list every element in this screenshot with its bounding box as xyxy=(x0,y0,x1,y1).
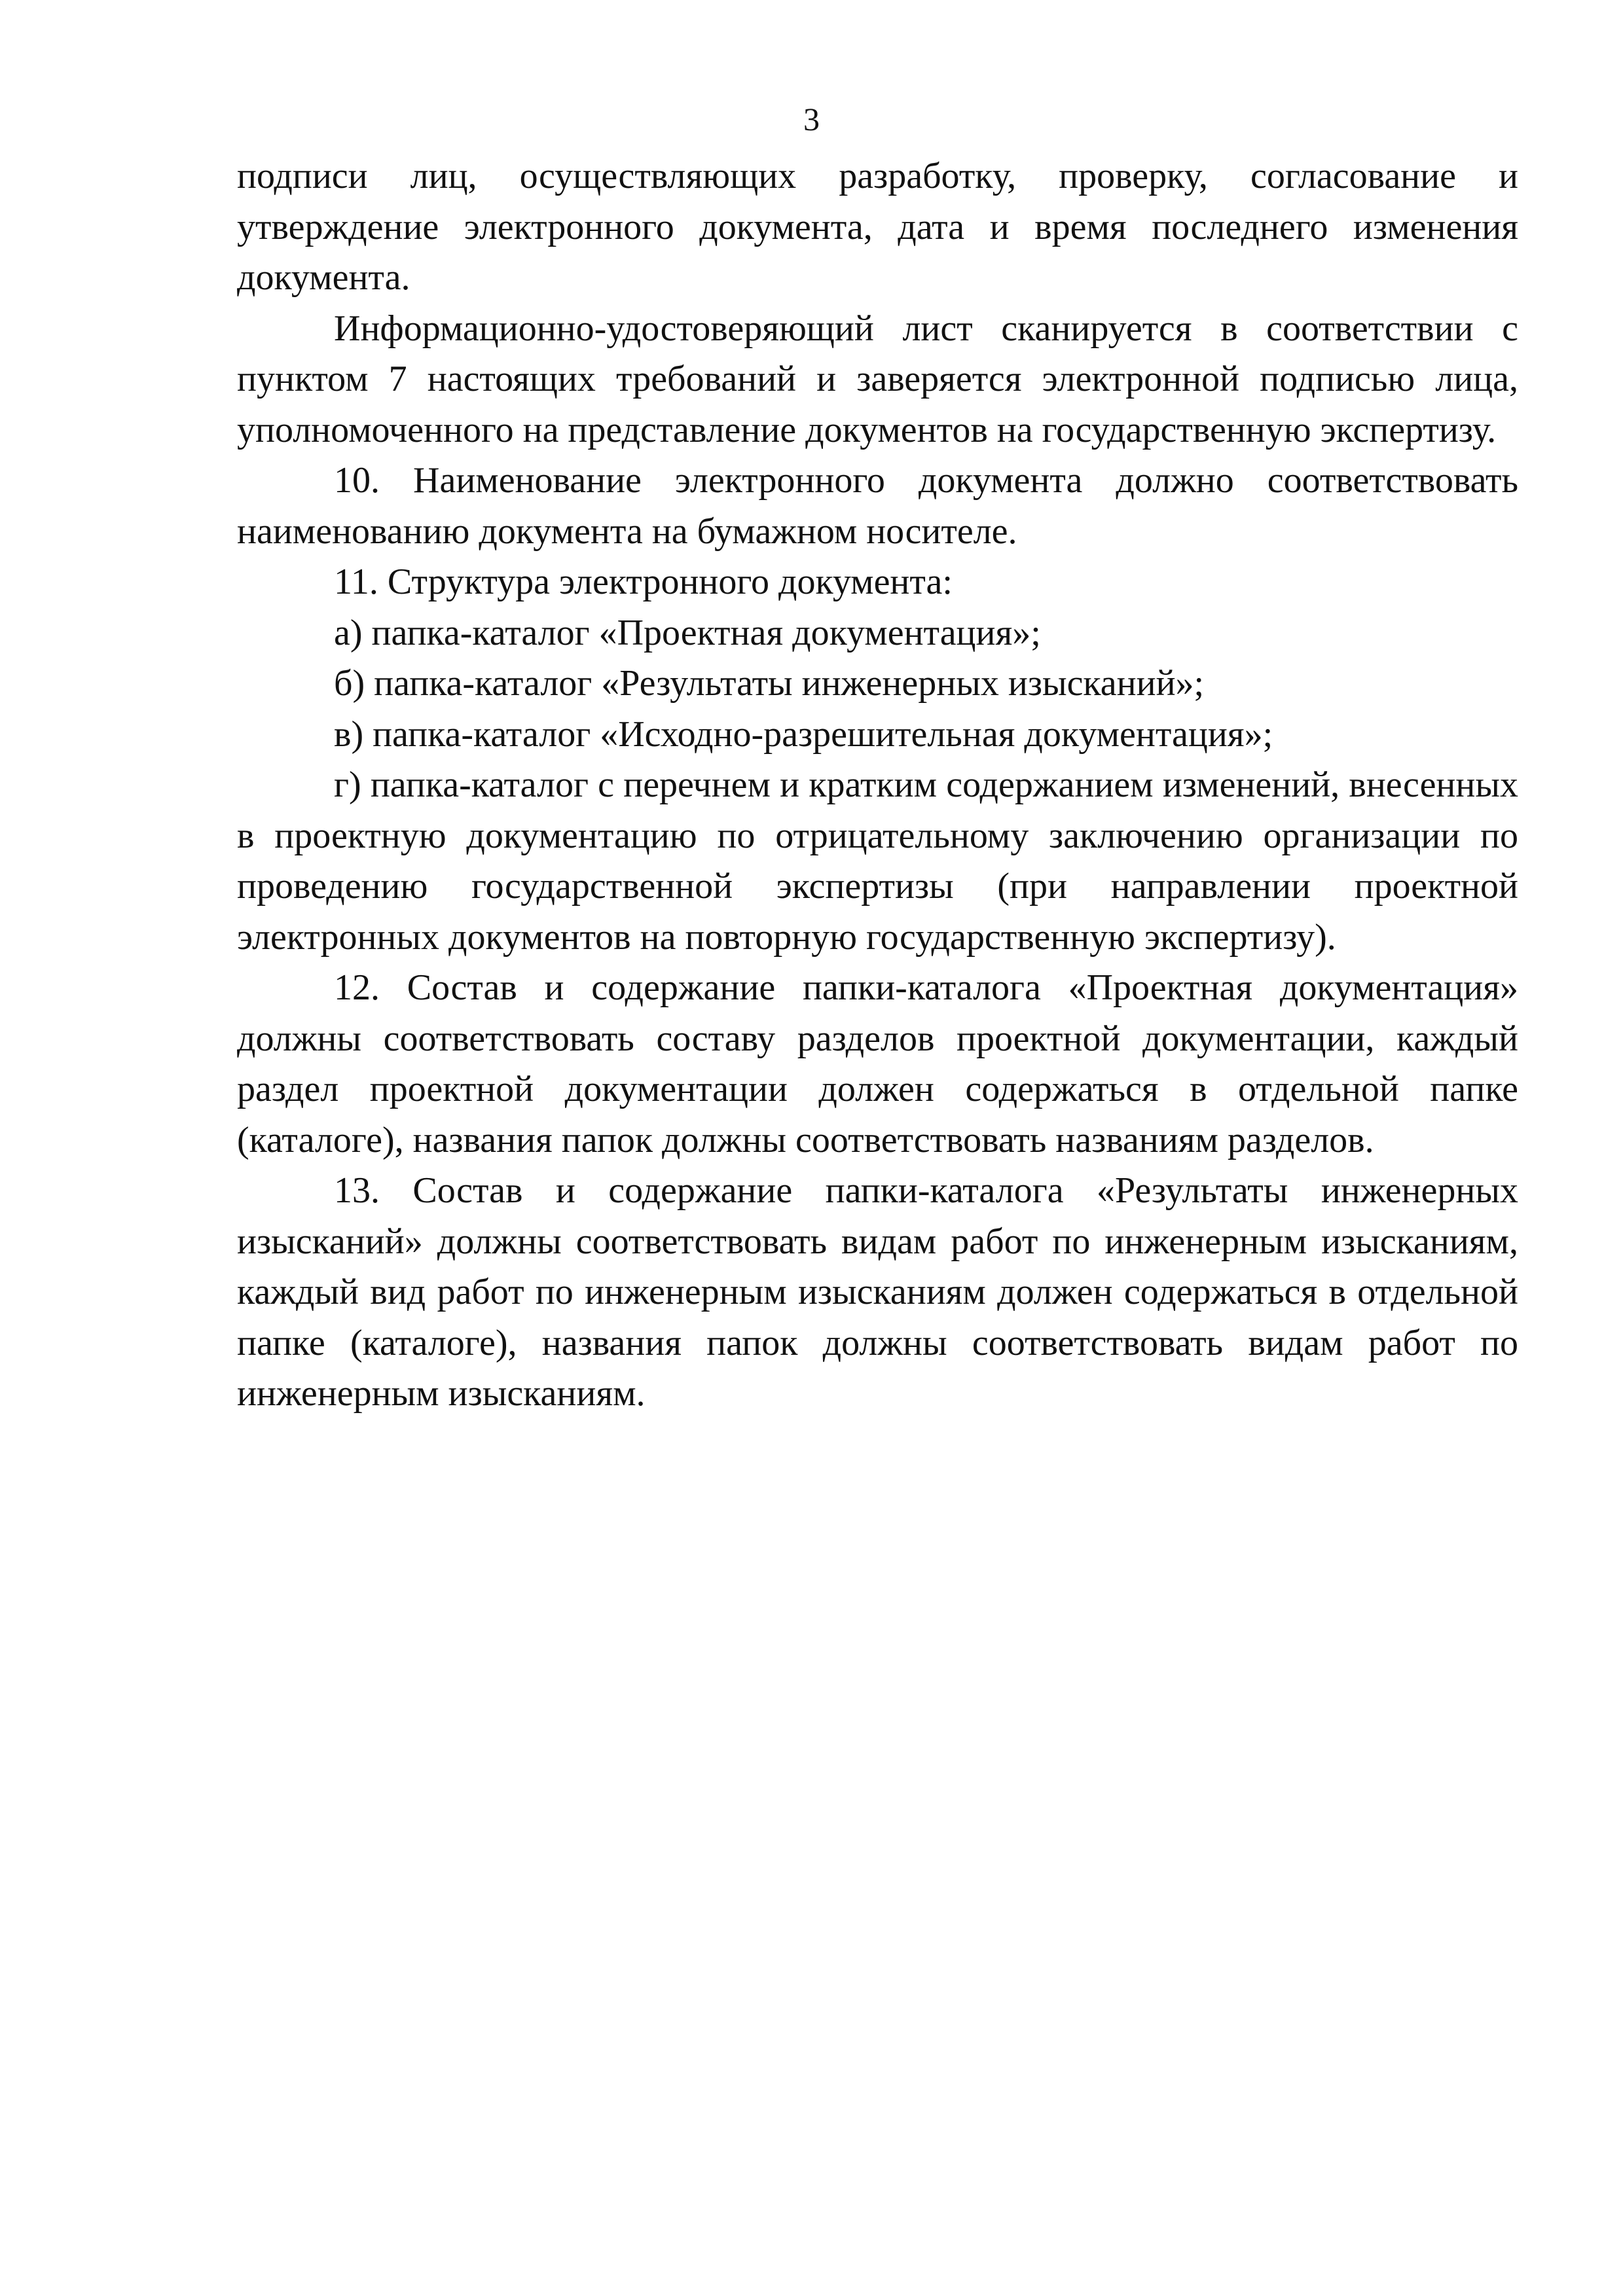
list-item-v: в) папка-каталог «Исходно-разрешительная документация»; xyxy=(334,713,1273,755)
list-item-a: а) папка-каталог «Проектная документация»; xyxy=(334,612,1041,653)
page-number: 3 xyxy=(803,101,820,137)
list-item-b: б) папка-каталог «Результаты инженерных изысканий»; xyxy=(334,663,1205,704)
paragraph-12: 12. Состав и содержание папки-каталога «Проектная документация» должны соответствовать составу разделов проектной документации, каждый раздел проектной документации должен содержаться в отдельной папке (каталоге), названия папок должны соответствовать названиям разделов. xyxy=(237,967,1518,1160)
paragraph-item-g: г) папка-каталог с перечнем и кратким содержанием изменений, внесенных в проектную документацию по отрицательному заключению организации по проведению государственной экспертизы (при направлении проектной электронных документов на повторную государственную экспертизу). xyxy=(237,764,1518,958)
paragraph-info-sheet: Информационно-удостоверяющий лист сканируется в соответствии с пунктом 7 настоящих требований и заверяется электронной подписью лица, уполномоченного на представление документов на государственную экспертизу. xyxy=(237,308,1518,450)
document-body xyxy=(237,151,1518,1420)
paragraph-11: 11. Структура электронного документа: xyxy=(334,562,953,602)
paragraph-13: 13. Состав и содержание папки-каталога «Результаты инженерных изысканий» должны соответствовать видам работ по инженерным изысканиям, каждый вид работ по инженерным изысканиям должен содержаться в отдельной папке (каталоге), названия папок должны соответствовать видам работ по инженерным изысканиям. xyxy=(237,1170,1518,1414)
paragraph-10: 10. Наименование электронного документа должно соответствовать наименованию документа на бумажном носителе. xyxy=(237,460,1518,552)
paragraph-signatures: подписи лиц, осуществляющих разработку, проверку, согласование и утверждение электронного документа, дата и время последнего изменения документа. xyxy=(237,156,1518,298)
